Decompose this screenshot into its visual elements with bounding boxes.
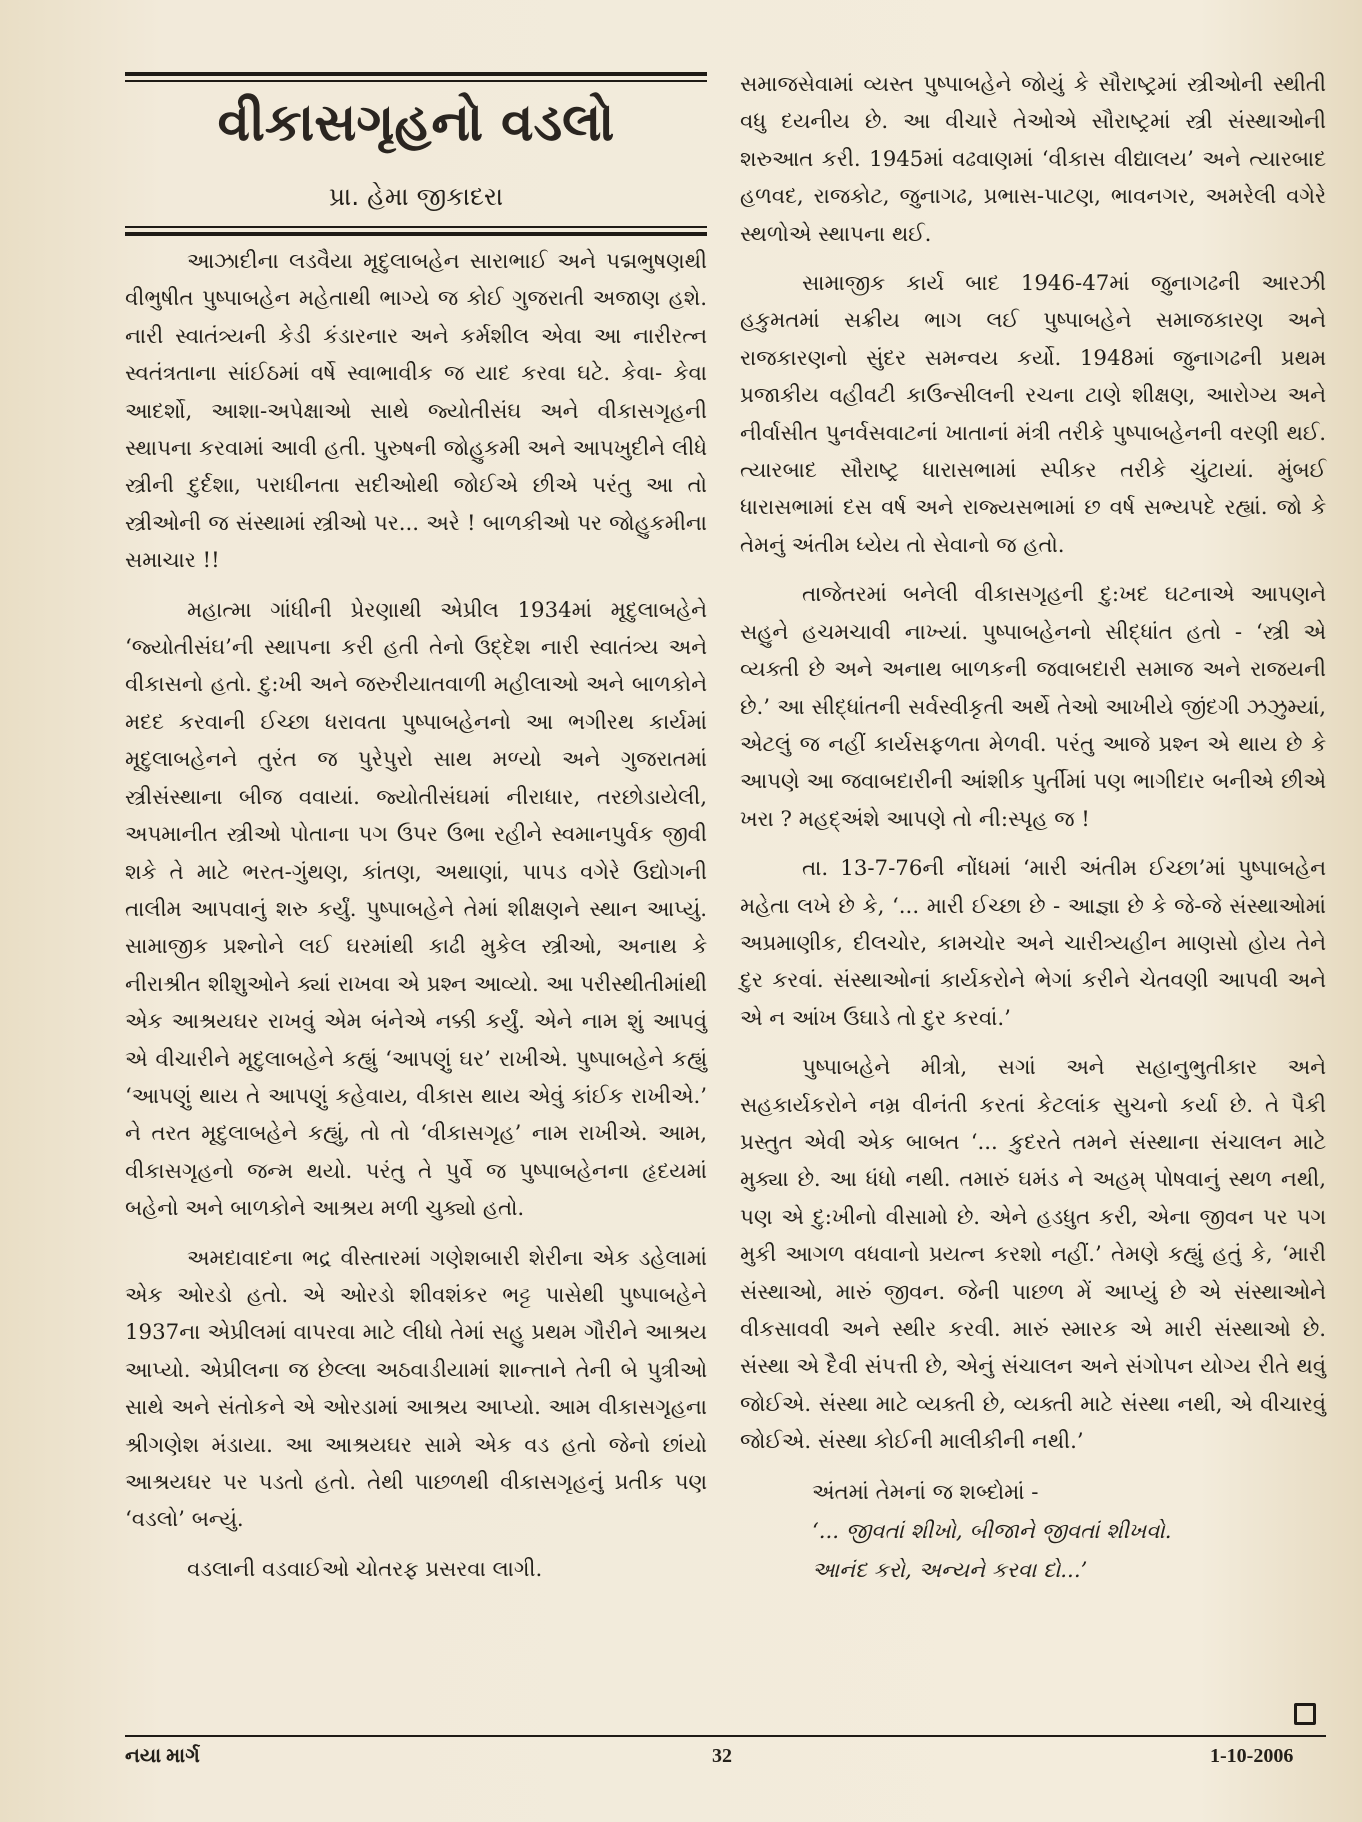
page-number: 32 [712,1745,732,1767]
magazine-name: નયા માર્ગ [125,1745,200,1767]
paragraph: પુષ્પાબહેને મીત્રો, સગાં અને સહાનુભુતીકાર અને સહકાર્યકરોને નમ્ર વીનંતી કરતાં કેટલાંક સુચનો કર્યા છે. તે પૈકી પ્રસ્તુત એવી એક બાબત ‘... કુદરતે તમને સંસ્થાના સંચાલન માટે મુક્યા છે. આ ધંધો નથી. તમારું ઘમંડ ને અહમ્ પોષવાનું સ્થળ નથી, પણ એ દુ:ખીનો વીસામો છે. એને હડધુત કરી, એના જીવન પર પગ મુકી આગળ વધવાનો પ્રયત્ન કરશો નહીં.’ તેમણે કહ્યું હતું કે, ‘મારી સંસ્થાઓ, મારું જીવન. જેની પાછળ મેં આપ્યું છે એ સંસ્થાઓને વીકસાવવી અને સ્થીર કરવી. મારું સ્મારક એ મારી સંસ્થાઓ છે. સંસ્થા એ દૈવી સંપત્તી છે, એનું સંચાલન અને સંગોપન યોગ્ય રીતે થવું જોઈએ. સંસ્થા માટે વ્યક્તી છે, વ્યક્તી માટે સંસ્થા નથી, એ વીચારવું જોઈએ. સંસ્થા કોઈની માલીકીની નથી.’ [740,1055,1326,1455]
closing-quote-line: આનંદ કરો, અન્યને કરવા દો...’ [812,1557,1088,1583]
paragraph: તાજેતરમાં બનેલી વીકાસગૃહની દુ:ખદ ઘટનાએ આપણને સહુને હચમચાવી નાખ્યાં. પુષ્પાબહેનનો સીદ્ધાંત હતો - ‘સ્ત્રી એ વ્યક્તી છે અને અનાથ બાળકની જવાબદારી સમાજ અને રાજયની છે.’ આ સીદ્ધાંતની સર્વસ્વીકૃતી અર્થે તેઓ આખીયે જીંદગી ઝઝુમ્યાં, એટલું જ નહીં કાર્યસફળતા મેળવી. પરંતુ આજે પ્રશ્ન એ થાય છે કે આપણે આ જવાબદારીની આંશીક પુર્તીમાં પણ ભાગીદાર બનીએ છીએ ખરા ? મહદ્અંશે આપણે તો ની:સ્પૃહ જ ! [740,582,1326,832]
right-column [740,66,1326,1590]
left-column [125,243,707,1600]
paragraph: વડલાની વડવાઈઓ ચોતરફ પ્રસરવા લાગી. [187,1556,543,1582]
title-top-rule-thin [125,80,707,82]
paragraph: સામાજીક કાર્ય બાદ 1946-47માં જુનાગઢની આરઝી હકુમતમાં સક્રીય ભાગ લઈ પુષ્પાબહેને સમાજકારણ અને રાજકારણનો સુંદર સમન્વય કર્યો. 1948માં જુનાગઢની પ્રથમ પ્રજાકીય વહીવટી કાઉન્સીલની રચના ટાણે શીક્ષણ, આરોગ્ય અને નીર્વાસીત પુનર્વસવાટનાં ખાતાનાં મંત્રી તરીકે પુષ્પાબહેનની વરણી થઈ. ત્યારબાદ સૌરાષ્ટ્ર ધારાસભામાં સ્પીકર તરીકે ચુંટાયાં. મુંબઈ ધારાસભામાં દસ વર્ષ અને રાજ્યસભામાં છ વર્ષ સભ્યપદે રહ્યાં. જો કે તેમનું અંતીમ ધ્યેય તો સેવાનો જ હતો. [740,271,1326,558]
title-top-rule [125,72,707,76]
paragraph: અમદાવાદના ભદ્ર વીસ્તારમાં ગણેશબારી શેરીના એક ડહેલામાં એક ઓરડો હતો. એ ઓરડો શીવશંકર ભટ્ટ પાસેથી પુષ્પાબહેને 1937ના એપ્રીલમાં વાપરવા માટે લીધો તેમાં સહુ પ્રથમ ગૌરીને આશ્રય આપ્યો. એપ્રીલના જ છેલ્લા અઠવાડીયામાં શાન્તાને તેની બે પુત્રીઓ સાથે અને સંતોકને એ ઓરડામાં આશ્રય આપ્યો. આમ વીકાસગૃહના શ્રીગણેશ મંડાયા. આ આશ્રયઘર સામે એક વડ હતો જેનો છાંયો આશ્રયઘર પર પડતો હતો. તેથી પાછળથી વીકાસગૃહનું પ્રતીક પણ ‘વડલો’ બન્યું. [125,1245,707,1533]
paragraph: સમાજસેવામાં વ્યસ્ત પુષ્પાબહેને જોયું કે સૌરાષ્ટ્રમાં સ્ત્રીઓની સ્થીતી વધુ દયનીય છે. આ વીચારે તેઓએ સૌરાષ્ટ્રમાં સ્ત્રી સંસ્થાઓની શરુઆત કરી. 1945માં વઢવાણમાં ‘વીકાસ વીદ્યાલય’ અને ત્યારબાદ હળવદ, રાજકોટ, જુનાગઢ, પ્રભાસ-પાટણ, ભાવનગર, અમરેલી વગેરે સ્થળોએ સ્થાપના થઈ. [740,72,1326,247]
issue-date: 1-10-2006 [1210,1745,1294,1767]
title-bottom-rule [125,232,707,236]
article-author: પ્રા. હેમા જીકાદરા [328,182,504,211]
paragraph: તા. 13-7-76ની નોંધમાં ‘મારી અંતીમ ઈચ્છા’માં પુષ્પાબહેન મહેતા લખે છે કે, ‘... મારી ઈચ્છા છે - આજ્ઞા છે કે જે-જે સંસ્થાઓમાં અપ્રમાણીક, દીલચોર, કામચોર અને ચારીત્ર્યહીન માણસો હોય તેને દુર કરવાં. સંસ્થાઓનાં કાર્યકરોને ભેગાં કરીને ચેતવણી આપવી અને એ ન આંખ ઉઘાડે તો દુર કરવાં.’ [740,856,1326,1031]
article-title: વીકાસગૃહનો વડલો [217,93,615,153]
paragraph: મહાત્મા ગાંધીની પ્રેરણાથી એપ્રીલ 1934માં મૃદુલાબહેને ‘જ્યોતીસંઘ’ની સ્થાપના કરી હતી તેનો ઉદ્દેશ નારી સ્વાતંત્ર્ય અને વીકાસનો હતો. દુ:ખી અને જરુરીયાતવાળી મહીલાઓ અને બાળકોને મદદ કરવાની ઈચ્છા ધરાવતા પુષ્પાબહેનનો આ ભગીરથ કાર્યમાં મૃદુલાબહેનને તુરંત જ પુરેપુરો સાથ મળ્યો અને ગુજરાતમાં સ્ત્રીસંસ્થાના બીજ વવાયાં. જ્યોતીસંઘમાં નીરાધાર, તરછોડાયેલી, અપમાનીત સ્ત્રીઓ પોતાના પગ ઉપર ઉભા રહીને સ્વમાનપુર્વક જીવી શકે તે માટે ભરત-ગુંથણ, કાંતણ, અથાણાં, પાપડ વગેરે ઉદ્યોગની તાલીમ આપવાનું શરુ કર્યું. પુષ્પાબહેને તેમાં શીક્ષણને સ્થાન આપ્યું. સામાજીક પ્રશ્નોને લઈ ઘરમાંથી કાઢી મુકેલ સ્ત્રીઓ, અનાથ કે નીરાશ્રીત શીશુઓને ક્યાં રાખવા એ પ્રશ્ન આવ્યો. આ પરીસ્થીતીમાંથી એક આશ્રયઘર રાખવું એમ બંનેએ નક્કી કર્યું. એને નામ શું આપવું એ વીચારીને મૃદુલાબહેને કહ્યું ‘આપણું ઘર’ રાખીએ. પુષ્પાબહેને કહ્યું ‘આપણું થાય તે આપણું કહેવાય, વીકાસ થાય એવું કાંઈક રાખીએ.’ ને તરત મૃદુલાબહેને કહ્યું, તો તો ‘વીકાસગૃહ’ નામ રાખીએ. આમ, વીકાસગૃહનો જન્મ થયો. પરંતુ તે પુર્વે જ પુષ્પાબહેનના હૃદયમાં બહેનો અને બાળકોને આશ્રય મળી ચુક્યો હતો. [125,597,707,1222]
paragraph: આઝાદીના લડવૈયા મૃદુલાબહેન સારાભાઈ અને પદ્મભુષણથી વીભુષીત પુષ્પાબહેન મહેતાથી ભાગ્યે જ કોઈ ગુજરાતી અજાણ હશે. નારી સ્વાતંત્ર્યની કેડી કંડારનાર અને કર્મશીલ એવા આ નારીરત્ન સ્વતંત્રતાના સાંઈઠમાં વર્ષે સ્વાભાવીક જ યાદ કરવા ઘટે. કેવા- કેવા આદર્શો, આશા-અપેક્ષાઓ સાથે જ્યોતીસંઘ અને વીકાસગૃહની સ્થાપના કરવામાં આવી હતી. પુરુષની જોહુકમી અને આપખુદીને લીધે સ્ત્રીની દુર્દશા, પરાધીનતા સદીઓથી જોઈએ છીએ પરંતુ આ તો સ્ત્રીઓની જ સંસ્થામાં સ્ત્રીઓ પર... અરે ! બાળકીઓ પર જોહુકમીના સમાચાર !! [125,249,707,574]
closing-quote-line: ‘... જીવતાં શીખો, બીજાને જીવતાં શીખવો. [812,1518,1172,1544]
footer-rule [125,1735,1326,1737]
closing-intro: અંતમાં તેમનાં જ શબ્દોમાં - [812,1479,1039,1505]
end-of-article-square-icon [1294,1703,1316,1725]
title-bottom-rule-thin [125,226,707,228]
